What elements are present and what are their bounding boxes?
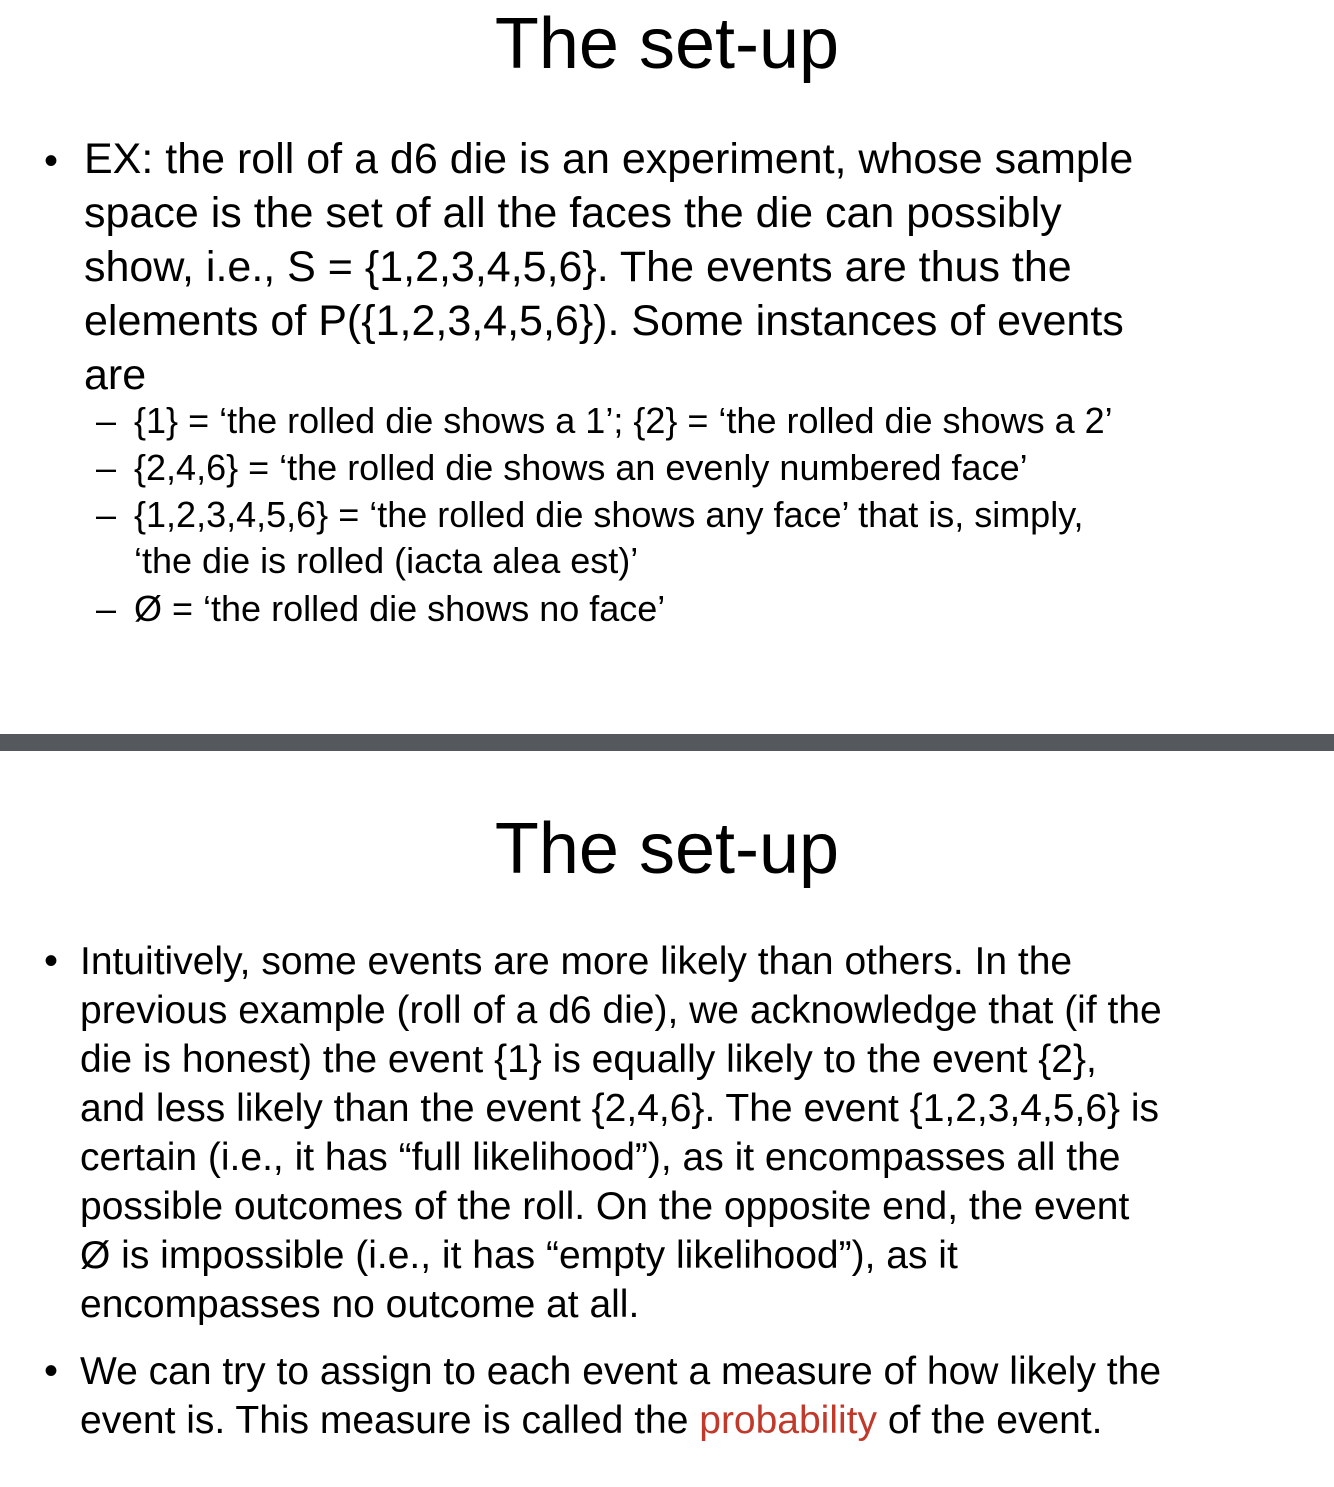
sub-item-1 bbox=[96, 398, 1113, 444]
sub-item-text: Ø = ‘the rolled die shows no face’ bbox=[134, 588, 666, 629]
sub-item-text: {1} = ‘the rolled die shows a 1’; {2} = ‘the rolled die shows a 2’ bbox=[134, 400, 1113, 441]
bullet-text-line: possible outcomes of the roll. On the opposite end, the event bbox=[80, 1185, 1130, 1228]
bullet-text-line: certain (i.e., it has “full likelihood”), as it encompasses all the bbox=[80, 1136, 1121, 1179]
slide-2-bullet-1 bbox=[44, 937, 1162, 1329]
text-segment: event is. This measure is called the bbox=[80, 1399, 700, 1442]
sub-item-2 bbox=[96, 445, 1028, 491]
bullet-text-line: EX: the roll of a d6 die is an experiment, whose sample bbox=[84, 135, 1134, 183]
slide-divider bbox=[0, 734, 1334, 751]
probability-term: probability bbox=[699, 1399, 878, 1442]
dash-bullet: – bbox=[96, 400, 117, 441]
bullet-text-line bbox=[80, 1396, 1161, 1445]
bullet-text-line: show, i.e., S = {1,2,3,4,5,6}. The events are thus the bbox=[84, 243, 1072, 291]
sub-item-text: {2,4,6} = ‘the rolled die shows an evenly numbered face’ bbox=[134, 447, 1028, 488]
bullet-text-line: encompasses no outcome at all. bbox=[80, 1283, 640, 1326]
bullet-text-line: die is honest) the event {1} is equally likely to the event {2}, bbox=[80, 1038, 1097, 1081]
sub-item-3 bbox=[96, 492, 1084, 584]
bullet-text-line: We can try to assign to each event a measure of how likely the bbox=[80, 1350, 1162, 1393]
dash-bullet: – bbox=[96, 588, 117, 629]
slide-1-bullet-1 bbox=[44, 132, 1133, 402]
bullet-text-line: Ø is impossible (i.e., it has “empty likelihood”), as it bbox=[80, 1234, 958, 1277]
dash-bullet: – bbox=[96, 494, 117, 535]
bullet-dot: • bbox=[44, 1349, 59, 1393]
bullet-text-line: and less likely than the event {2,4,6}. The event {1,2,3,4,5,6} is bbox=[80, 1087, 1160, 1130]
sub-item-4 bbox=[96, 586, 665, 632]
bullet-text-line: Intuitively, some events are more likely than others. In the bbox=[80, 940, 1073, 983]
slide-1-title: The set-up bbox=[494, 4, 840, 84]
bullet-text-line: elements of P({1,2,3,4,5,6}). Some instances of events bbox=[84, 297, 1124, 345]
slide-1 bbox=[0, 0, 1334, 734]
sub-item-text: ‘the die is rolled (iacta alea est)’ bbox=[134, 540, 639, 581]
bullet-text-line: space is the set of all the faces the die can possibly bbox=[84, 189, 1062, 237]
slide-2-title: The set-up bbox=[494, 809, 840, 889]
bullet-dot: • bbox=[44, 139, 59, 183]
bullet-text-line: previous example (roll of a d6 die), we acknowledge that (if the bbox=[80, 989, 1162, 1032]
slide-2-bullet-2 bbox=[44, 1347, 1161, 1445]
text-segment: of the event. bbox=[877, 1399, 1103, 1442]
bullet-text-line: are bbox=[84, 351, 147, 399]
dash-bullet: – bbox=[96, 447, 117, 488]
bullet-dot: • bbox=[44, 939, 59, 983]
sub-item-text: {1,2,3,4,5,6} = ‘the rolled die shows any face’ that is, simply, bbox=[134, 494, 1084, 535]
